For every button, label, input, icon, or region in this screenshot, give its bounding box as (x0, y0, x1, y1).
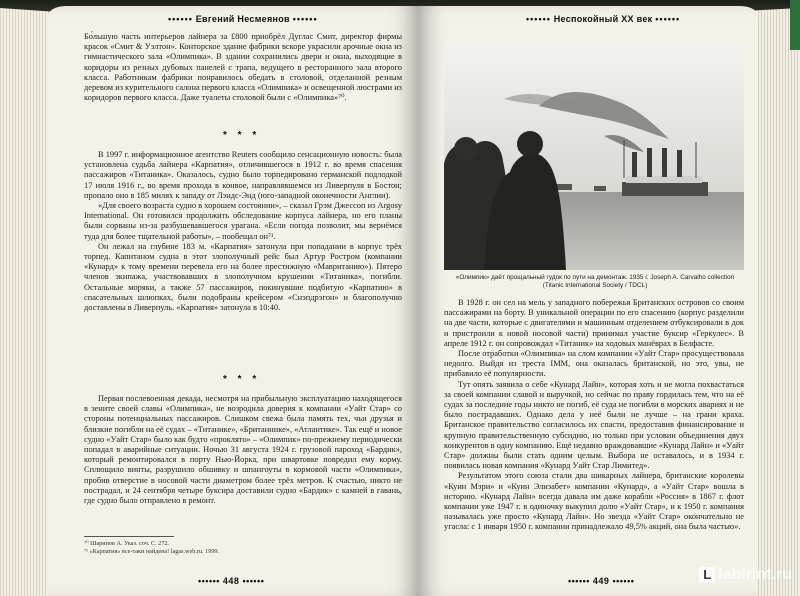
paragraph: Результатом этого союза стали два шикарных лайнера, британские королевы «Куин Мэри» и «Куин Элизабет» компании «Кунард», а «Уайт Стар» вошла в историю. «Кунард Лайн» всегда давала им даже корабли «Россия» в 1867 г. флот компании уже 1947 г. в одиночку выкупил долю «Уайт Стар», и к 1950 г. компания называлась уже просто «Кунард Лайн». Но звезда «Уайт Стар» окончательно не угасла: с 1 января 1950 г. компании принадлежало 49,5% акций, она была частью». (444, 471, 744, 532)
watermark-logo-icon: L (699, 567, 715, 583)
ship-photograph (444, 44, 744, 270)
right-text-block (444, 298, 744, 533)
ship-hull (622, 182, 708, 196)
page-number: 448 (222, 576, 240, 586)
photo-caption: «Олимпик» даёт прощальный гудок по пути на демонтаж. 1935 г. Joseph A. Carvalho collection (Titanic International Society / TDCL) (455, 274, 735, 290)
left-running-header (168, 14, 318, 24)
photo-illustration (444, 44, 744, 270)
section-break: * * * (223, 130, 261, 141)
ship-funnel (662, 148, 667, 177)
right-running-header (526, 14, 680, 24)
watermark-text: labirint.ru (718, 566, 792, 583)
page-number-dots: •••••• (568, 576, 590, 586)
paragraph: В 1928 г. он сел на мель у западного побережья Британских островов со своим пассажирами на борту. В уникальной операции по его спасению (корпус разделили на две части, которые с двигателями и машинным отделением отбуксировали в док и пристроили к новой носовой части) принимал участие буксир «Геркулес». В апреле 1912 г. он сопровождал «Титаник» на ходовых манёврах в Белфасте. (444, 298, 744, 348)
header-dots: •••••• (655, 14, 681, 24)
left-text-block-2 (84, 150, 402, 313)
footnote: ⁷⁰ Шарипов А. Указ. соч. С. 272. (84, 540, 169, 547)
header-author: Евгений Несмеянов (195, 14, 290, 24)
silhouette-head (517, 131, 543, 157)
tug-boat (594, 186, 606, 191)
paragraph: Он лежал на глубине 183 м. «Карпатия» затонула при попадании в корпус трёх торпед. Капитаном судна в этот злополучный рейс был Артур Ростром (компании «Кунард» к тому времени перевела его на более престижную «Мавританию»). Пятеро членов экипажа, участвовавших в злополучном крушении «Титаника», погибли. Остальные моряки, а также 57 пассажиров, покинувшие подбитую «Карпатию» в спасательных шлюпках, были подобраны крейсером «Снэпдрэгон» и благополучно доставлены в Ливерпуль. «Карпатия» затонула в 10:40. (84, 241, 402, 313)
footnote-rule (84, 536, 174, 537)
left-text-block-3 (84, 394, 402, 506)
right-page (418, 6, 758, 596)
page-number: 449 (592, 576, 610, 586)
paragraph: В 1997 г. информационное агентство Reuters сообщило сенсационную новость: была установлена судьба лайнера «Карпатия», отличившегося в 1912 г. во время спасения пассажиров «Титаника». Оказалось, судно было торпедировано германской подлодкой 17 июля 1916 г., во время прохода в конвое, направлявшемся из Ливерпуля в Бостон; пропало оно в 185 милях к западу от Лэндс-Энд (юго-западной оконечности Англии). (84, 150, 402, 200)
paragraph: Первая послевоенная декада, несмотря на прибыльную эксплуатацию находящегося в зените своей славы «Олимпика», не возродила доверия к компании «Уайт Стар» со стороны потенциальных пассажиров. Слишком свежа была память тех, чьи друзья и близкие погибли на её судах – «Титанике», «Британнике», «Атлантике». Так ещё и новое судно «Уайт Стар» было как будто «проклято» – «Олимпик» по-прежнему периодически попадал в аварийные ситуации. Ночью 31 августа 1924 г. грузовой пароход «Бардик», который ремонтировался в порту Нью-Йорка, при швартовке повредил ему корму. Сплющило винты, разрушило обшивку и шпангоуты в кормовой части «Олимпика», пробив отверстие в носовой части диаметром более трёх метров. К счастью, никто не пострадал, и 24 сентября четыре буксира доставили судно «Бардик» с камней в гавань, где судно было отправлено в ремонт. (84, 394, 402, 506)
right-page-number (568, 576, 634, 586)
page-number-dots: •••••• (198, 576, 220, 586)
ship-funnel (647, 148, 652, 177)
left-page (48, 6, 418, 596)
section-break: * * * (223, 374, 261, 385)
paragraph: «Для своего возраста судно в хорошем состоянии», – сказал Грэм Джессоп из Argosy International. Он готовился продолжить обследование корпуса лайнера, но его планы были сорваны из-за разбушевавшегося урагана. «Если погода позволит, мы вернёмся туда для более тщательной работы», – пообещал он⁷¹. (84, 201, 402, 241)
left-page-number (198, 576, 264, 586)
paragraph: Тут опять заявила о себе «Кунард Лайн», которая хоть и не могла похвастаться за своей компании славой и выручкой, но сейчас по праву гордилась тем, что на её судах за последние годы никто не погиб, её суда не погибли в морских авариях и не было пострадавших. Однако дела у неё были не лучше – на грани краха. Британское правительство согласилось их спасти, предоставив финансирование и крупную правительственную субсидию, но только при условии объединения двух конкурентов в одну компанию. Ещё недавно враждовавшие «Кунард Лайн» и «Уайт Стар» должны были стать одним целым. Выбора не оставалось, и в 1934 г. появилась новая компания «Кунард Уайт Стар Лимитед». (444, 379, 744, 471)
header-dots: •••••• (292, 14, 318, 24)
paragraph: После отработки «Олимпика» на слом компании «Уайт Стар» просуществовала недолго. Выйдя из треста IMM, она оказалась британской, но это, увы, не прибавило её популярности. (444, 349, 744, 379)
footnotes (84, 540, 219, 556)
page-number-dots: •••••• (242, 576, 265, 586)
bookmark-ribbon (790, 0, 800, 50)
left-text-block-1 (84, 32, 402, 103)
silhouette-head (454, 137, 478, 161)
ship-superstructure (626, 176, 702, 183)
header-dots: •••••• (526, 14, 551, 24)
watermark (699, 566, 792, 584)
ship-funnel (677, 150, 682, 177)
header-title: Неспокойный XX век (553, 14, 653, 24)
ship-funnel (632, 152, 637, 177)
footnote: ⁷¹ «Карпатия» все-таки найдена! lagas.web.ru. 1999. (84, 548, 220, 555)
page-number-dots: •••••• (612, 576, 635, 586)
header-dots: •••••• (168, 14, 193, 24)
paragraph: Бо́льшую часть интерьеров лайнера за £800 приобрёл Дуглас Смит, директор фирмы красок «Смит & Уэлтон». Конторское здание фабрики вскоре украсили арочные окна из гимнастического зала «Олимпика». В здании сохранились двери и окна, выходящие в коридоры из резных дубовых панелей с трапа, ведущего в ресторанного зала второго класса. Работникам фабрики понравилось обедать в столовой, отделанной резным деревом из курительного салона первого класса «Олимпика» и освещенной люстрами из коридоров первого класса. Даже туалеты столовой были с «Олимпика»⁷⁰. (84, 32, 402, 103)
